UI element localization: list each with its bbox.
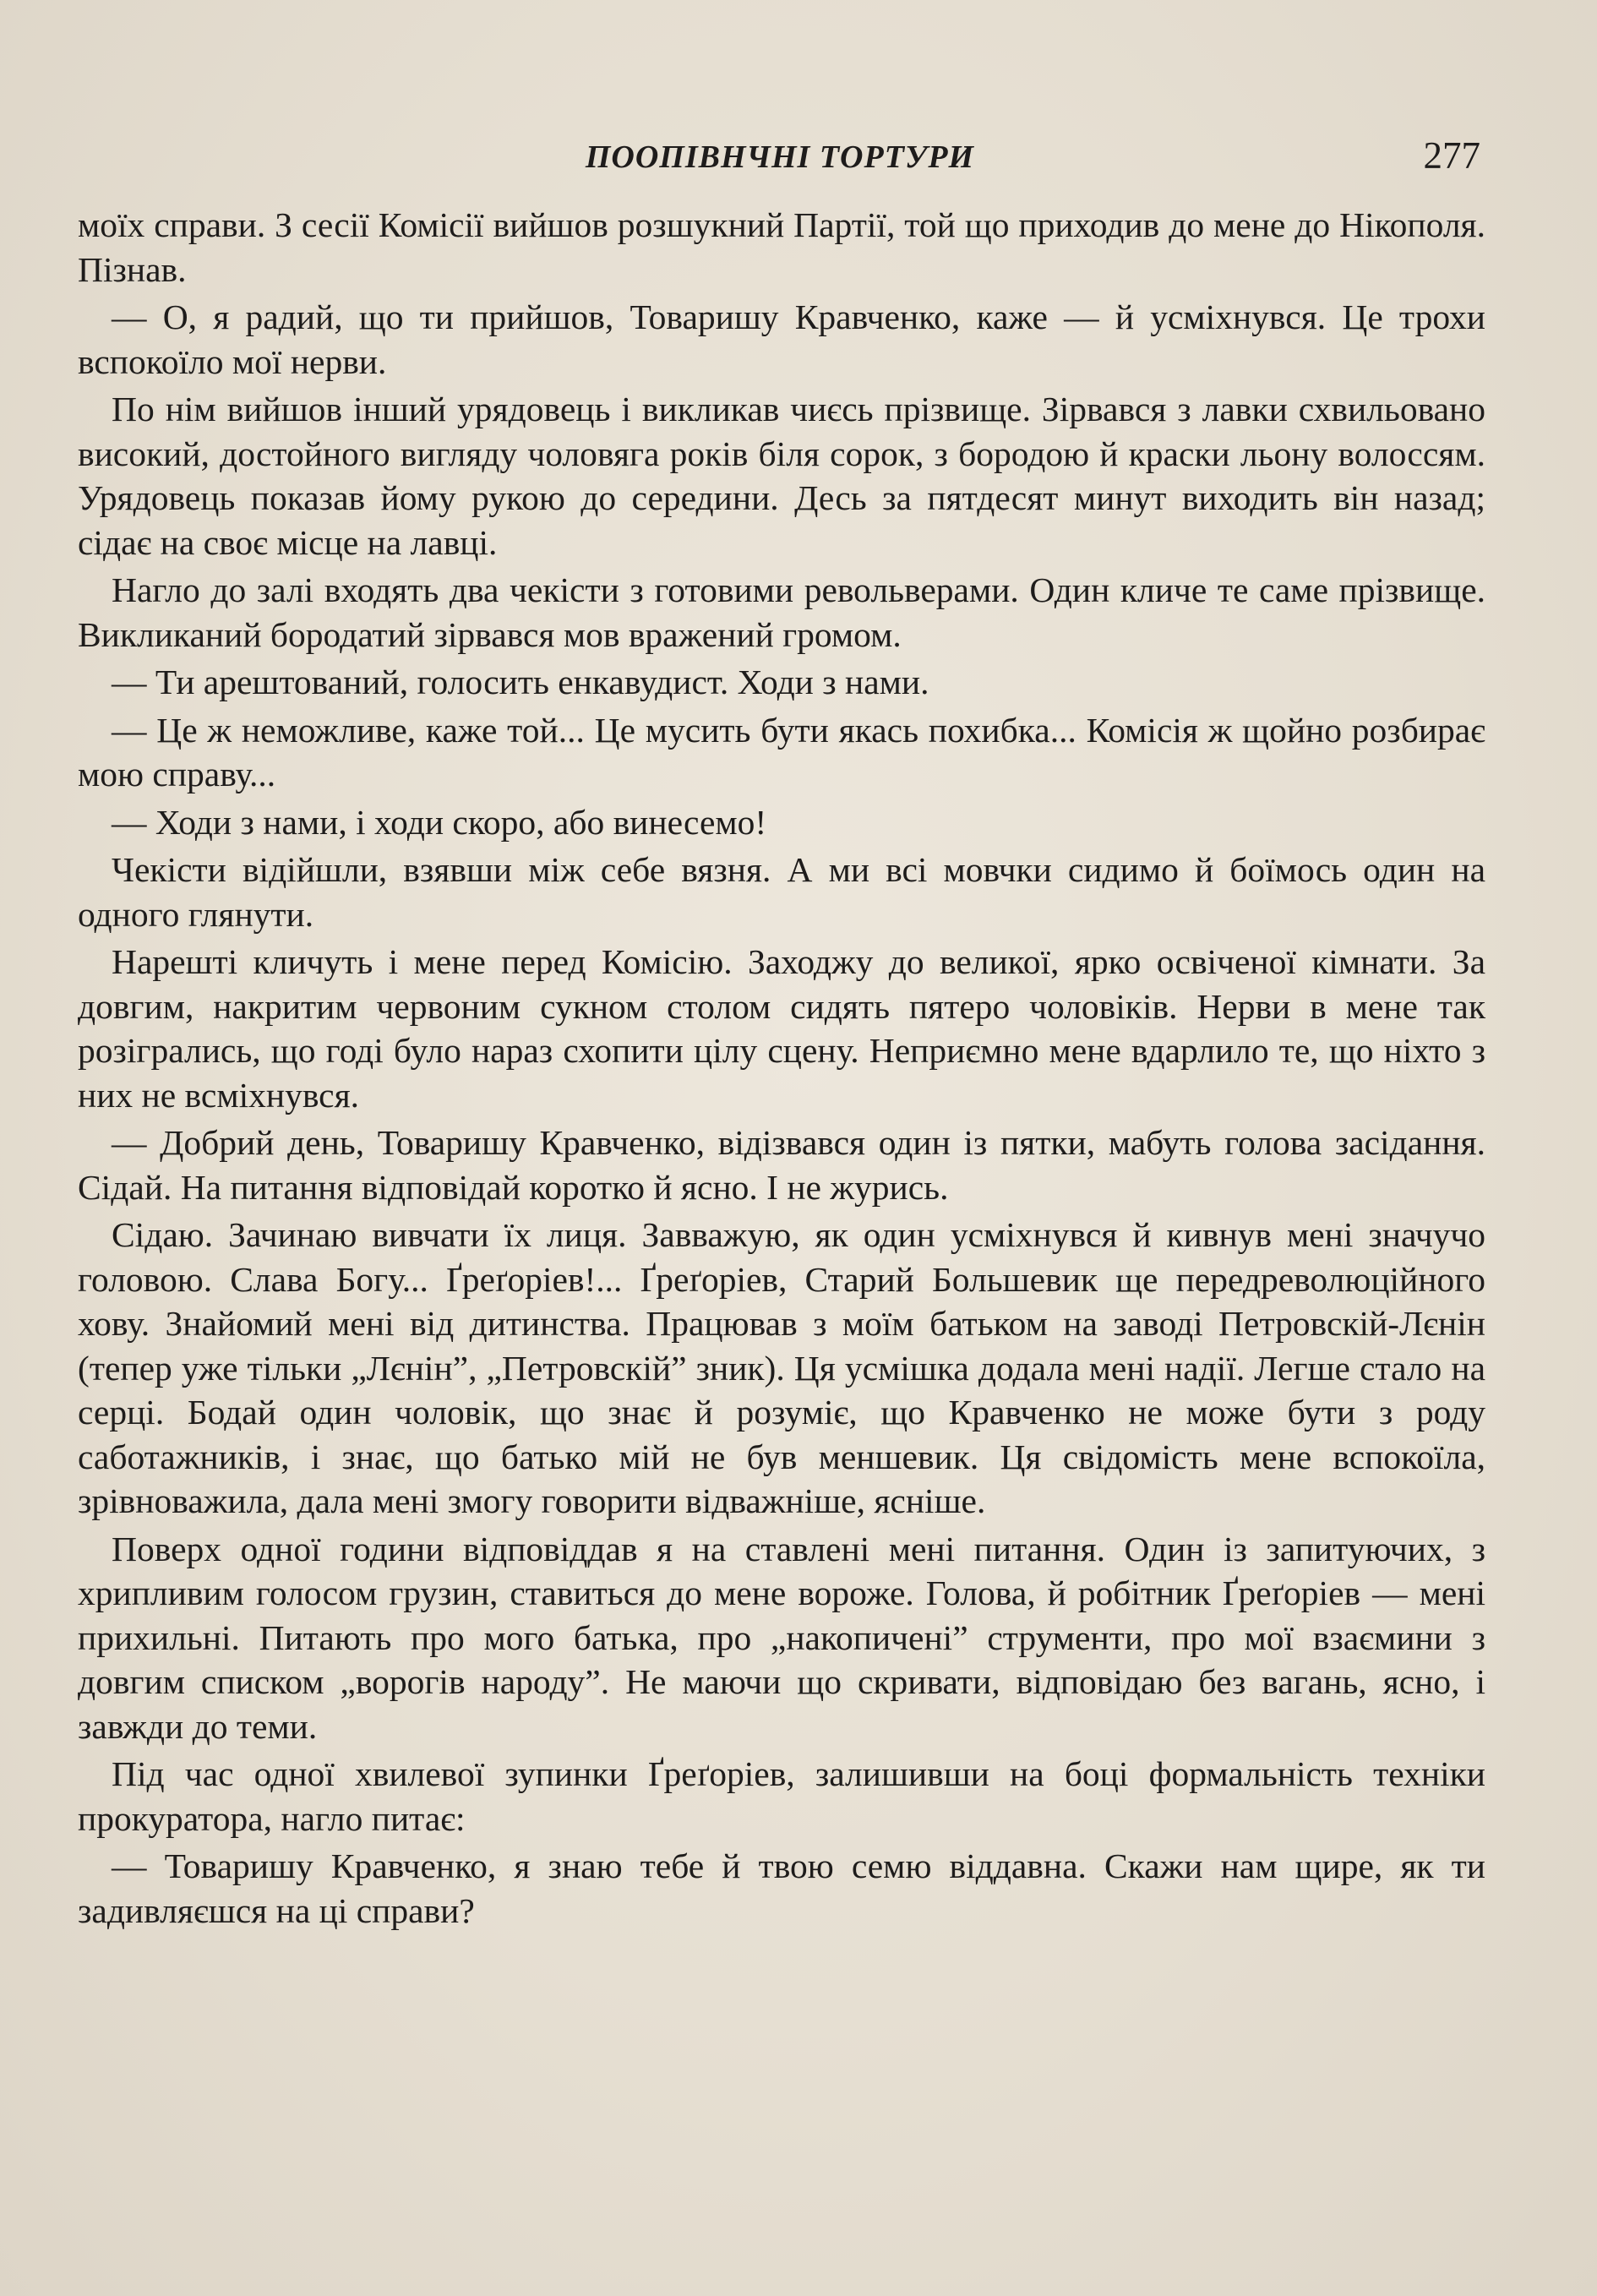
paragraph: Під час одної хвилевої зупинки Ґреґоріев, залишивши на боці формальність техніки прокуратора, нагло питає: <box>78 1754 1485 1838</box>
paragraph: Чекісти відійшли, взявши між себе вязня. А ми всі мовчки сидимо й боїмось один на одного глянути. <box>78 850 1485 934</box>
paragraph: Поверх одної години відповіддав я на ставлені мені питання. Один із запитуючих, з хрипливим голосом грузин, ставиться до мене вороже. Голова, й робітник Ґреґоріев — мені прихильні. Питають про мого батька, про „накопичені” струменти, про мої взаємини з довгим списком „ворогів народу”. Не маючи що скривати, відповідаю без вагань, ясно, і завжди до теми. <box>78 1529 1485 1746</box>
running-title: ПООПІВНЧНІ ТОРТУРИ <box>585 139 975 175</box>
page-number: 277 <box>1423 134 1480 177</box>
paragraph: — Товаришу Кравченко, я знаю тебе й твою семю віддавна. Скажи нам щире, як ти задивляєшся на ці справи? <box>78 1846 1485 1930</box>
body-text <box>78 203 1485 1936</box>
running-header <box>83 134 1480 184</box>
paragraph: — О, я радий, що ти прийшов, Товаришу Кравченко, каже — й усміхнувся. Це трохи вспокоїло мої нерви. <box>78 297 1485 381</box>
paragraph: — Це ж неможливе, каже той... Це мусить бути якась похибка... Комісія ж щойно розбирає мою справу... <box>78 710 1485 794</box>
paragraph: Сідаю. Зачинаю вивчати їх лиця. Завважую, як один усміхнувся й кивнув мені значучо головою. Слава Богу... Ґреґоріев!... Ґреґоріев, Старий Большевик ще передреволюційного хову. Знайомий мені від дитинства. Працював з моїм батьком на заводі Петровскій-Лєнін (тепер уже тільки „Лєнін”, „Петровскій” зник). Ця усмішка додала мені надії. Легше стало на серці. Бодай один чоловік, що знає й розуміє, що Кравченко не може бути з роду саботажників, і знає, що батько мій не був меншевик. Ця свідомість мене вспокоїла, зрівноважила, дала мені змогу говорити відважніше, ясніше. <box>78 1215 1485 1520</box>
paragraph: По нім вийшов інший урядовець і викликав чиєсь прізвище. Зірвався з лавки схвильовано високий, достойного вигляду чоловяга років біля сорок, з бородою й краски льону волоссям. Урядовець показав йому рукою до середини. Десь за пятдесят минут виходить він назад; сідає на своє місце на лавці. <box>78 390 1485 562</box>
paragraph: — Добрий день, Товаришу Кравченко, відізвався один із пятки, мабуть голова засідання. Сідай. На питання відповідай коротко й ясно. І не журись. <box>78 1123 1485 1207</box>
paragraph: моїх справи. З сесії Комісії вийшов розшукний Партії, той що приходив до мене до Нікополя. Пізнав. <box>78 205 1485 289</box>
paragraph: — Ти арештований, голосить енкавудист. Ходи з нами. <box>112 663 929 701</box>
paragraph: Нагло до залі входять два чекісти з готовими револьверами. Один кличе те саме прізвище. Викликаний бородатий зірвався мов вражений громом. <box>78 570 1485 654</box>
paragraph: Нарешті кличуть і мене перед Комісію. Заходжу до великої, ярко освіченої кімнати. За довгим, накритим червоним сукном столом сидять пятеро чоловіків. Нерви в мене так розігрались, що годі було нараз схопити цілу сцену. Неприємно мене вдарлило те, що ніхто з них не всміхнувся. <box>78 942 1485 1115</box>
paragraph: — Ходи з нами, і ходи скоро, або винесемо! <box>112 802 767 842</box>
